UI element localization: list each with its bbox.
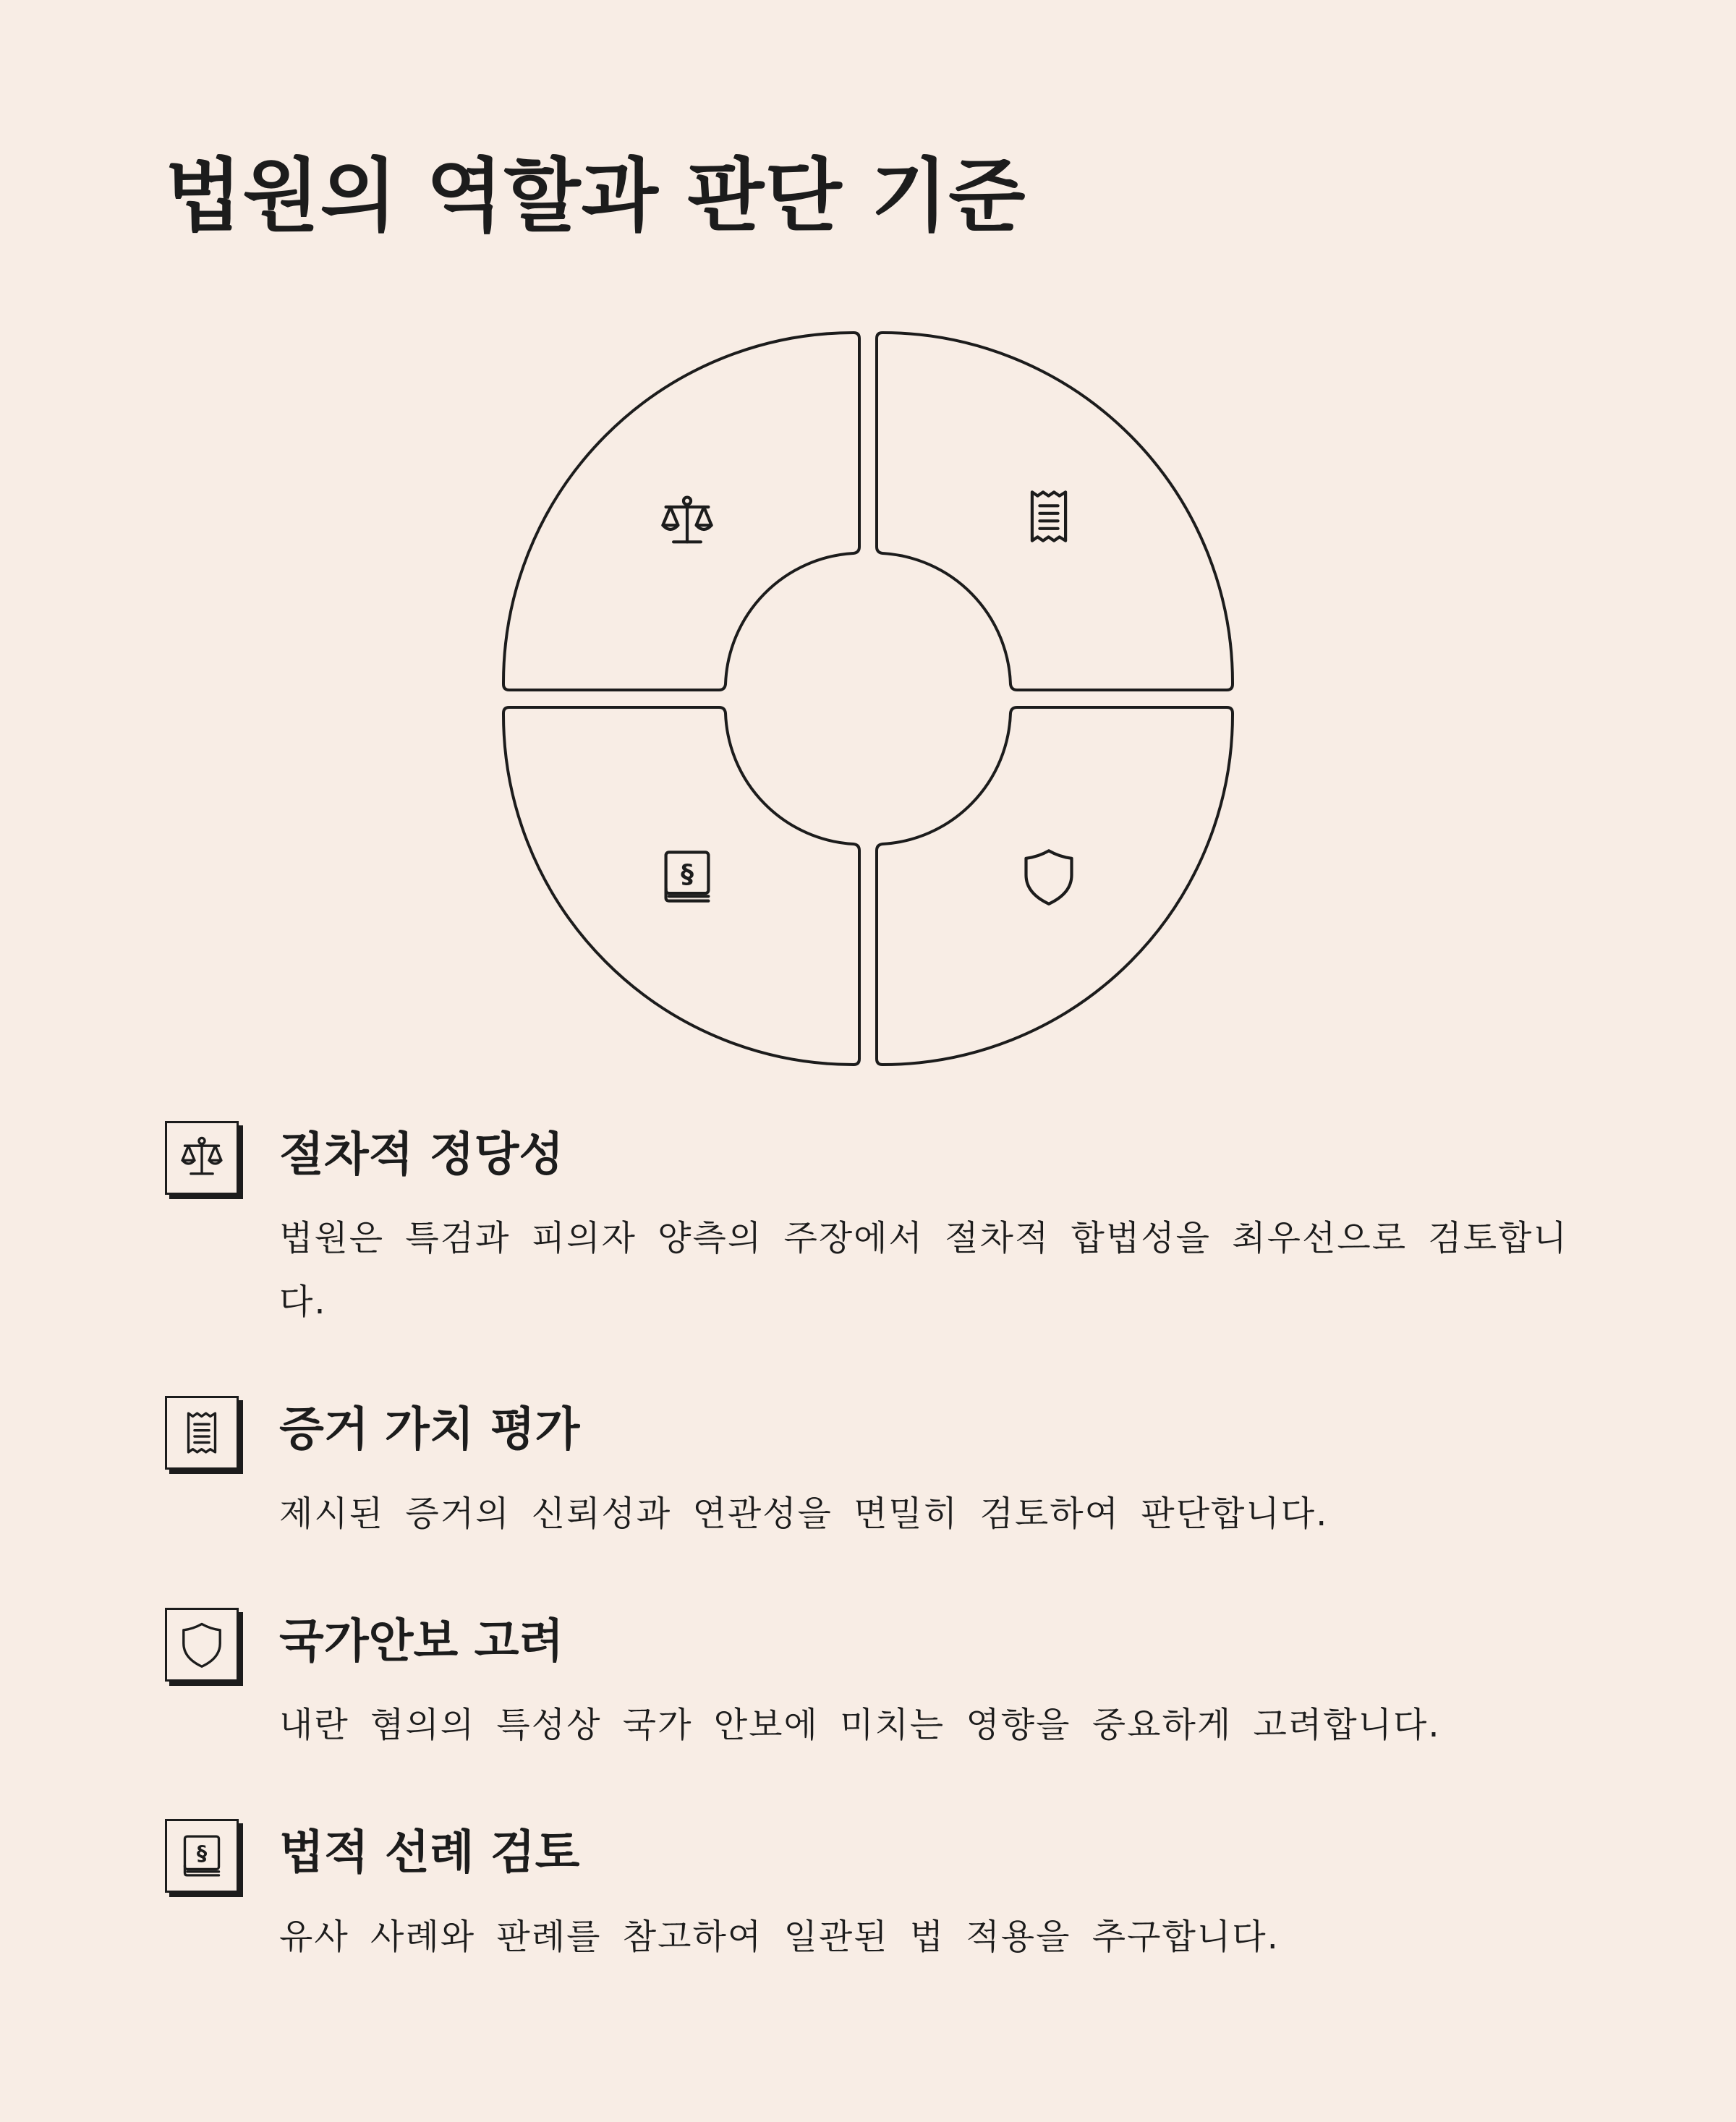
receipt-icon	[167, 1398, 237, 1467]
list-item	[165, 1121, 1575, 1334]
segment-bottom-right	[877, 707, 1233, 1065]
segment-top-left	[503, 333, 859, 690]
shield-icon	[167, 1610, 237, 1679]
list-item	[165, 1608, 1575, 1757]
criteria-list	[165, 1121, 1575, 1969]
item-title: 증거 가치 평가	[279, 1403, 580, 1457]
item-description: 법원은 특검과 피의자 양측의 주장에서 절차적 합법성을 최우선으로 검토합니다.	[279, 1218, 1568, 1323]
item-icon-badge	[165, 1396, 239, 1470]
item-icon-badge	[165, 1819, 239, 1893]
item-title: 법적 선례 검토	[279, 1826, 580, 1880]
item-icon-badge	[165, 1121, 239, 1195]
scales-icon	[167, 1123, 237, 1193]
item-description: 내란 혐의의 특성상 국가 안보에 미치는 영향을 중요하게 고려합니다.	[279, 1705, 1441, 1746]
item-description: 유사 사례와 판례를 참고하여 일관된 법 적용을 추구합니다.	[279, 1916, 1280, 1957]
item-icon-badge	[165, 1608, 239, 1682]
page-title: 법원의 역할과 판단 기준	[165, 150, 1026, 242]
segment-top-right	[877, 333, 1233, 690]
law-book-icon	[167, 1821, 237, 1891]
list-item	[165, 1396, 1575, 1545]
item-title: 절차적 정당성	[279, 1128, 564, 1182]
item-title: 국가안보 고려	[279, 1614, 564, 1669]
item-description: 제시된 증거의 신뢰성과 연관성을 면밀히 검토하여 판단합니다.	[279, 1493, 1329, 1534]
list-item	[165, 1819, 1575, 1968]
